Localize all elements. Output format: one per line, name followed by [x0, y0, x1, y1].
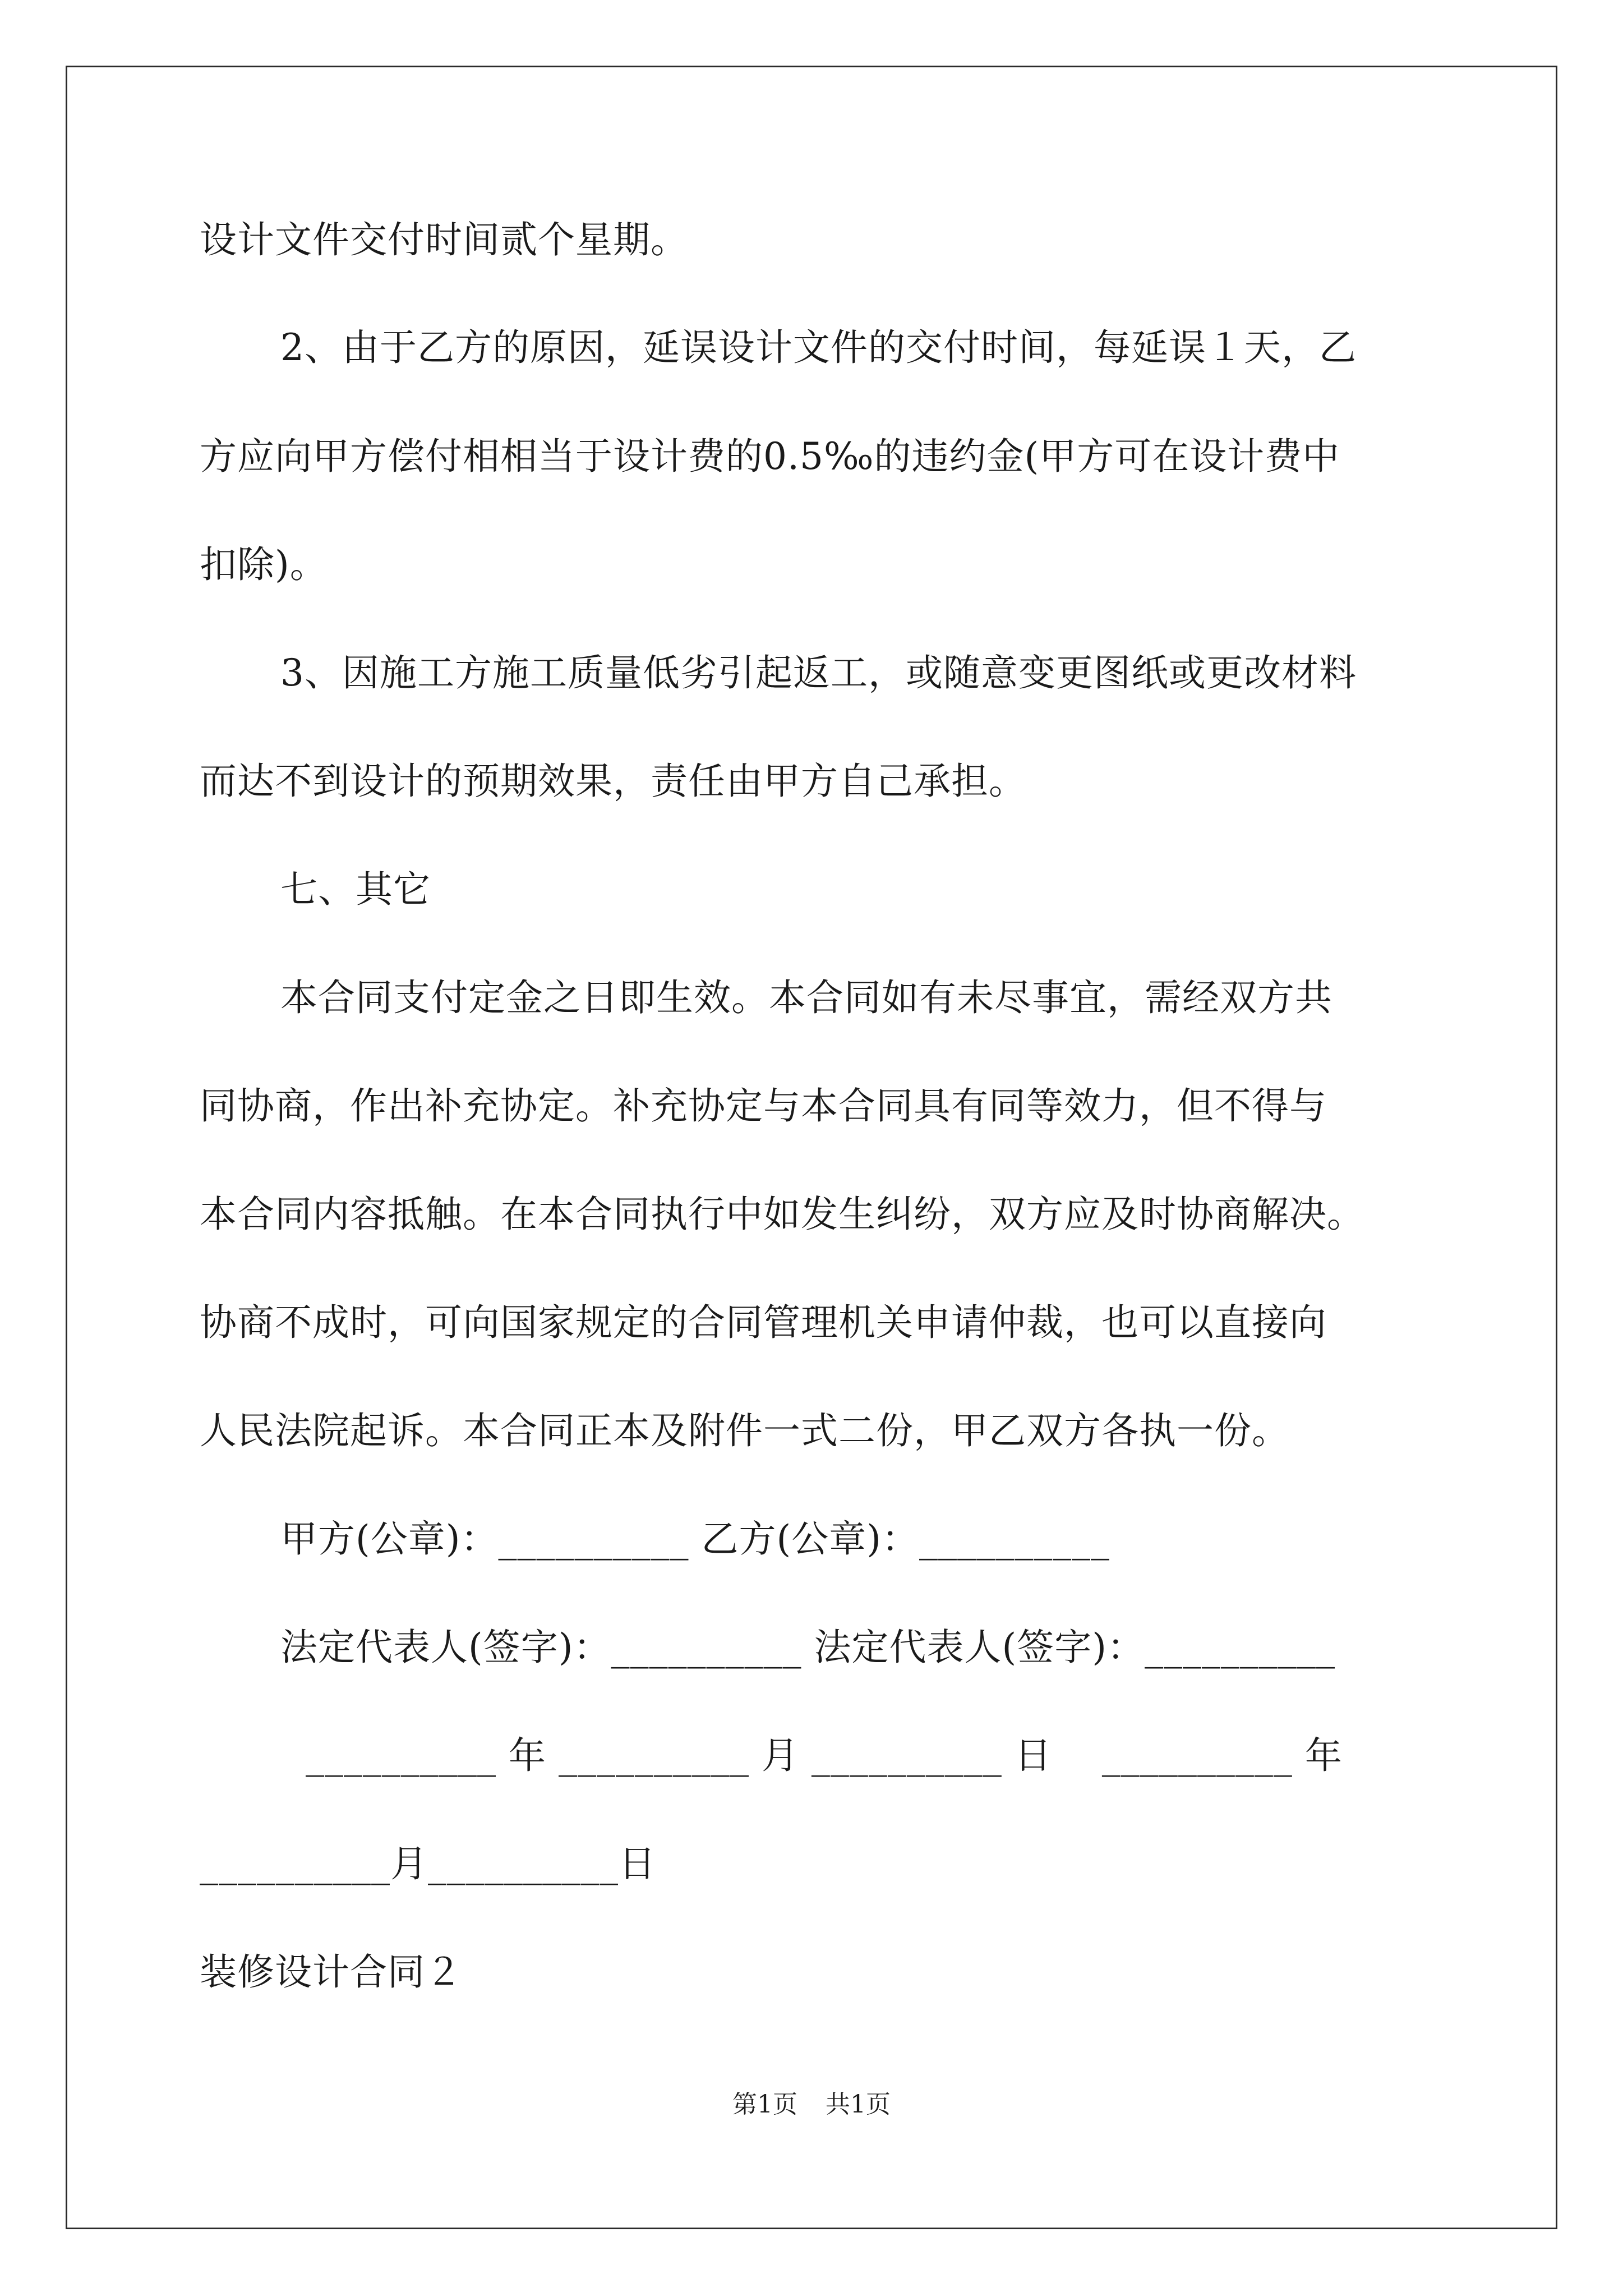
body-line: 设计文件交付时间贰个星期。 [200, 218, 688, 261]
clause-2-line: 2、由于乙方的原因，延误设计文件的交付时间，每延误１天，乙 [280, 326, 1357, 369]
date-line: __________月__________日 [200, 1842, 656, 1885]
page-footer [0, 2092, 1623, 2117]
body-line: 本合同内容抵触。在本合同执行中如发生纠纷，双方应及时协商解决。 [200, 1193, 1364, 1236]
clause-3-line: 3、因施工方施工质量低劣引起返工，或随意变更图纸或更改材料 [280, 651, 1357, 694]
representative-signature-line: 法定代表人(签字)：__________ 法定代表人(签字)：__________ [280, 1626, 1335, 1669]
body-line: 本合同支付定金之日即生效。本合同如有未尽事宜，需经双方共 [280, 976, 1332, 1019]
body-line: 同协商，作出补充协定。补充协定与本合同具有同等效力，但不得与 [200, 1084, 1327, 1128]
section-heading-other: 七、其它 [280, 868, 431, 911]
next-contract-title: 装修设计合同２ [200, 1950, 463, 1994]
body-line: 人民法院起诉。本合同正本及附件一式二份，甲乙双方各执一份。 [200, 1409, 1289, 1452]
body-line: 协商不成时，可向国家规定的合同管理机关申请仲裁，也可以直接向 [200, 1301, 1327, 1344]
page-number: 第1页 [732, 2090, 797, 2119]
page-total: 共1页 [826, 2090, 891, 2119]
seal-signature-line: 甲方(公章)：__________ 乙方(公章)：__________ [280, 1517, 1110, 1561]
body-line: 方应向甲方偿付相相当于设计费的0.5‰的违约金(甲方可在设计费中 [200, 435, 1340, 478]
page-frame [66, 66, 1557, 2229]
date-line: __________ 年 __________ 月 __________ 日 __________ 年 [306, 1734, 1343, 1777]
body-line: 而达不到设计的预期效果，责任由甲方自己承担。 [200, 760, 1026, 803]
body-line: 扣除)。 [200, 543, 328, 586]
